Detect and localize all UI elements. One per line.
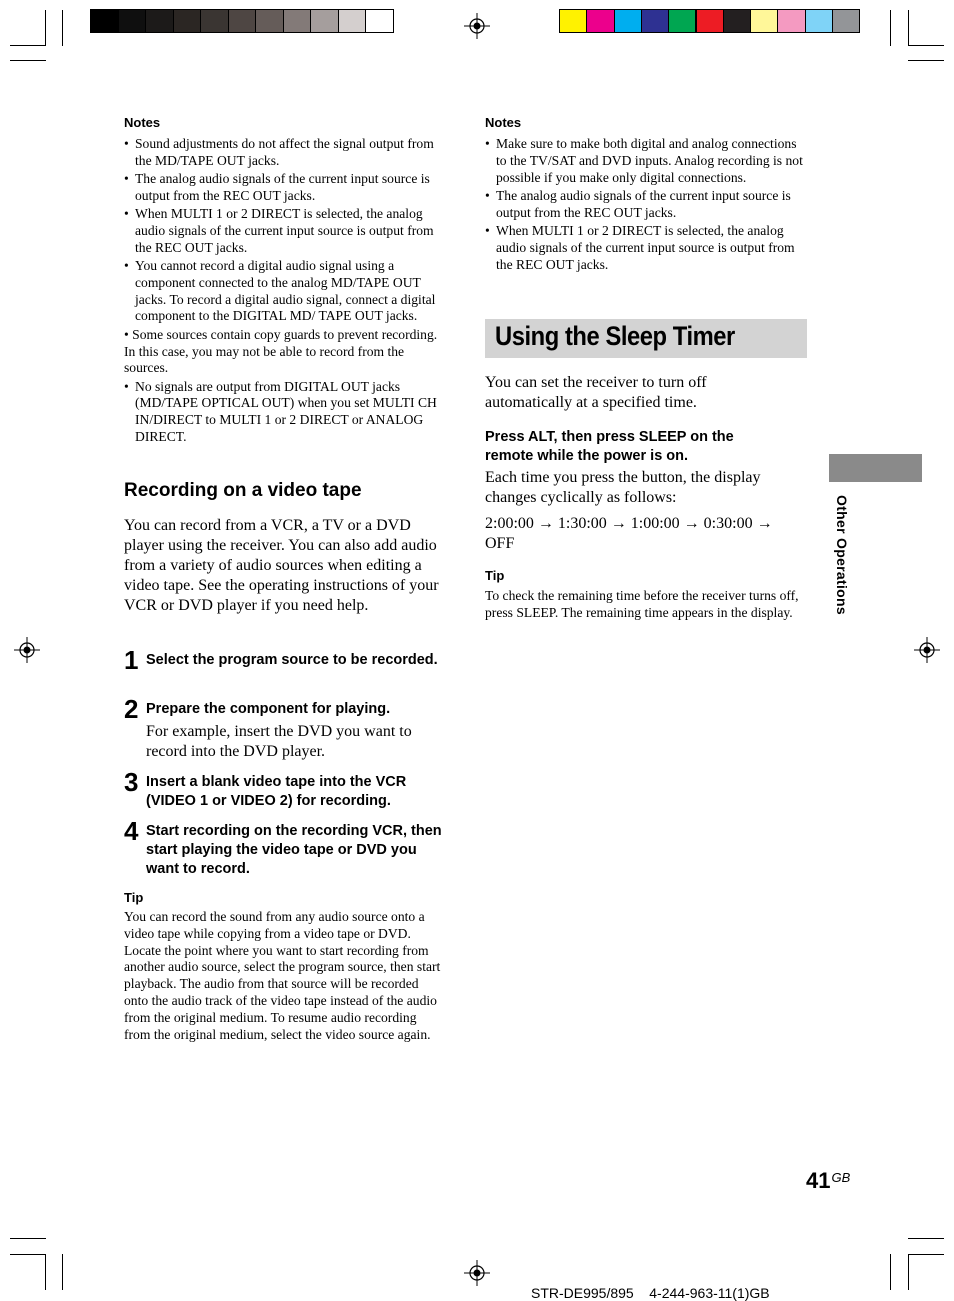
list-item: • You cannot record a digital audio signal using a component connected to the analog MD/TAPE OUT jacks. To record a digital audio signal, connect a digital component to the DIGITAL MD/ TAPE OUT jacks. <box>124 258 446 325</box>
step-number: 4 <box>124 816 139 846</box>
list-item: • Some sources contain copy guards to prevent recording. In this case, you may not be able to record from the sources. <box>124 326 438 376</box>
arrow-icon: → <box>610 515 627 532</box>
list-item: • When MULTI 1 or 2 DIRECT is selected, the analog audio signals of the current input source is output from the REC OUT jacks. <box>124 206 446 256</box>
list-item: • Make sure to make both digital and analog connections to the TV/SAT and DVD inputs. Analog recording is not possible if you make only digital connections. <box>485 136 807 186</box>
color-swatch <box>696 9 724 33</box>
sleep-cycle <box>485 514 807 554</box>
recording-intro: You can record from a VCR, a TV or a DVD player using the receiver. You can also add audio from a variety of audio sources when editing a video tape. See the operating instructions of your VCR or DVD player if you need help. <box>124 517 439 614</box>
color-swatch <box>145 9 174 33</box>
color-swatch <box>173 9 202 33</box>
right-notes-list <box>485 136 807 275</box>
list-item: • Sound adjustments do not affect the signal output from the MD/TAPE OUT jacks. <box>124 136 446 170</box>
color-swatch <box>310 9 339 33</box>
sleep-timer-title-bar <box>485 319 807 358</box>
section-heading-recording: Recording on a video tape <box>124 480 362 501</box>
step-3 <box>124 767 444 811</box>
color-swatch <box>723 9 751 33</box>
sleep-instruction: Press ALT, then press SLEEP on the remote while the power is on. <box>485 429 734 464</box>
color-swatch <box>200 9 229 33</box>
color-swatch <box>228 9 257 33</box>
model-code: STR-DE995/895 4-244-963-11(1)GB <box>531 1285 770 1301</box>
registration-target-icon <box>464 13 490 39</box>
step-text: Prepare the component for playing. <box>146 701 391 717</box>
sleep-tip-text: To check the remaining time before the receiver turns off, press SLEEP. The remaining time appears in the display. <box>485 588 799 620</box>
section-tab-label: Other Operations <box>834 495 850 615</box>
recording-tip-text: You can record the sound from any audio source onto a video tape while copying from a video tape or DVD. Locate the point where you want to start recording from another audio source, select the program source, then start playback. The audio from that source will be recorded onto the audio track of the video tape instead of the audio from the original medium. To resume audio recording from the original medium, select the video source again. <box>124 909 441 1042</box>
list-item: • When MULTI 1 or 2 DIRECT is selected, the analog audio signals of the current input source is output from the REC OUT jacks. <box>485 223 807 273</box>
left-notes-heading: Notes <box>124 115 161 130</box>
color-swatch <box>641 9 669 33</box>
color-swatch <box>283 9 312 33</box>
page-number-suffix: GB <box>831 1170 851 1185</box>
step-text: Insert a blank video tape into the VCR (VIDEO 1 or VIDEO 2) for recording. <box>146 774 407 809</box>
list-item: • The analog audio signals of the current input source is output from the REC OUT jacks. <box>485 188 807 222</box>
right-notes-heading: Notes <box>485 115 522 130</box>
arrow-icon: → <box>756 515 773 532</box>
step-4 <box>124 816 444 879</box>
color-swatch <box>338 9 367 33</box>
color-swatch <box>832 9 860 33</box>
page-number-value: 41 <box>806 1168 831 1193</box>
cycle-value: 0:30:00 <box>703 515 753 532</box>
step-2 <box>124 694 444 762</box>
cycle-value: OFF <box>485 535 515 552</box>
sleep-body: Each time you press the button, the display changes cyclically as follows: <box>485 469 761 506</box>
color-swatch <box>777 9 805 33</box>
recording-tip-heading: Tip <box>124 890 144 905</box>
registration-target-icon <box>14 637 40 663</box>
sleep-intro: You can set the receiver to turn off automatically at a specified time. <box>485 374 707 411</box>
registration-target-icon <box>914 637 940 663</box>
color-swatch <box>365 9 394 33</box>
step-subtext: For example, insert the DVD you want to record into the DVD player. <box>146 723 412 760</box>
step-number: 3 <box>124 767 139 797</box>
cycle-value: 2:00:00 <box>485 515 534 532</box>
color-swatch <box>805 9 833 33</box>
section-tab-label-wrap <box>834 495 856 645</box>
arrow-icon: → <box>683 515 700 532</box>
color-swatch <box>750 9 778 33</box>
left-notes-list <box>124 136 446 447</box>
color-swatch <box>614 9 642 33</box>
page-number <box>806 1168 850 1194</box>
step-number: 1 <box>124 645 139 675</box>
list-item: • No signals are output from DIGITAL OUT jacks (MD/TAPE OPTICAL OUT) when you set MULTI CH IN/DIRECT to MULTI 1 or 2 DIRECT or ANALOG DIRECT. <box>124 379 446 446</box>
color-swatch <box>559 9 587 33</box>
section-tab <box>829 454 922 482</box>
step-text: Start recording on the recording VCR, then start playing the video tape or DVD you want to record. <box>146 823 442 877</box>
color-swatch <box>118 9 147 33</box>
page-title: Using the Sleep Timer <box>495 321 735 351</box>
color-swatch <box>90 9 119 33</box>
cycle-value: 1:00:00 <box>630 515 680 532</box>
arrow-icon: → <box>537 515 554 532</box>
sleep-tip-heading: Tip <box>485 568 505 583</box>
list-item: • The analog audio signals of the current input source is output from the REC OUT jacks. <box>124 171 446 205</box>
color-swatch <box>255 9 284 33</box>
step-text: Select the program source to be recorded. <box>146 652 438 668</box>
registration-target-icon <box>464 1260 490 1286</box>
color-swatch <box>586 9 614 33</box>
step-number: 2 <box>124 694 139 724</box>
color-swatch <box>668 9 696 33</box>
cycle-value: 1:30:00 <box>557 515 607 532</box>
step-1 <box>124 645 444 675</box>
